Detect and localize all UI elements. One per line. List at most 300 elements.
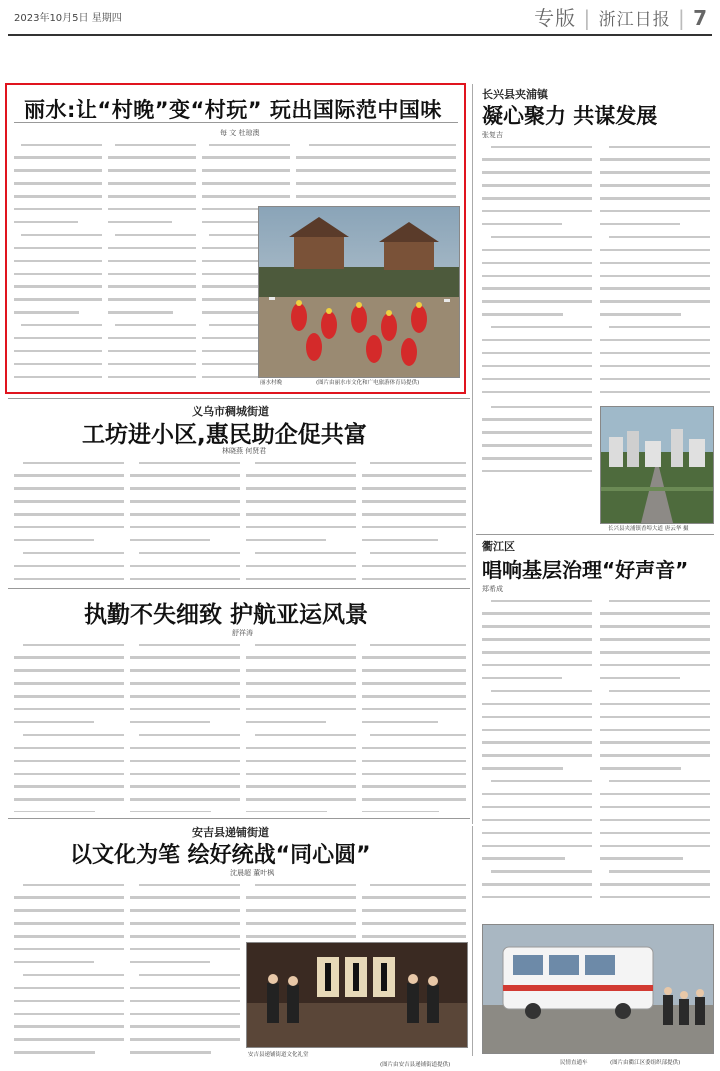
text-line (362, 695, 466, 704)
text-line (14, 578, 124, 582)
text-line (14, 195, 102, 204)
text-line (600, 171, 710, 180)
text-line (482, 780, 592, 789)
quzhou-top-rule (476, 534, 714, 535)
text-line (600, 896, 710, 905)
text-line (130, 747, 240, 756)
text-line (14, 773, 124, 782)
text-line (362, 462, 466, 471)
text-line (14, 708, 124, 717)
text-line (130, 708, 240, 717)
text-line (108, 376, 196, 385)
yiwu-kicker: 义乌市稠城街道 (192, 405, 269, 418)
main-text-col-2 (108, 140, 196, 388)
yiwu-col-2 (130, 458, 240, 582)
text-line (362, 708, 466, 717)
text-line (246, 708, 356, 717)
text-line (482, 431, 592, 440)
text-line (14, 285, 102, 294)
text-line (14, 565, 124, 574)
text-line (482, 378, 592, 387)
text-line (362, 935, 466, 940)
text-line (482, 352, 592, 361)
text-line (108, 324, 196, 333)
text-line (482, 703, 592, 712)
text-line (14, 513, 124, 522)
text-line (362, 474, 466, 483)
text-line (482, 326, 592, 335)
main-photo-caption-right: (图片由丽水市文化和广电旅游体育局提供) (316, 380, 420, 386)
text-line (108, 363, 196, 372)
text-line (108, 182, 196, 191)
text-line (130, 682, 240, 691)
text-line (108, 337, 196, 346)
yiwu-col-4 (362, 458, 466, 582)
text-line (362, 526, 466, 535)
text-line (14, 487, 124, 496)
text-line (14, 182, 102, 191)
text-line (482, 845, 592, 854)
text-line (14, 811, 124, 812)
text-line (362, 644, 466, 653)
changxing-kicker: 长兴县夹浦镇 (482, 88, 548, 101)
text-line (130, 695, 240, 704)
text-line (14, 987, 124, 996)
text-line (296, 156, 456, 165)
text-line (600, 184, 710, 193)
text-line (14, 948, 124, 957)
text-line (130, 539, 240, 548)
text-line (362, 656, 466, 665)
text-line (246, 669, 356, 678)
text-line (246, 884, 356, 893)
text-line (246, 734, 356, 743)
text-line (362, 721, 466, 730)
text-line (482, 741, 592, 750)
text-line (362, 513, 466, 522)
text-line (600, 819, 710, 828)
text-line (108, 273, 196, 282)
text-line (246, 644, 356, 653)
text-line (600, 287, 710, 296)
text-line (14, 363, 102, 372)
text-line (108, 285, 196, 294)
text-line (14, 1000, 124, 1009)
text-line (130, 798, 240, 807)
text-line (14, 539, 124, 548)
zhifa-col-1 (14, 640, 124, 812)
text-line (600, 262, 710, 271)
text-line (130, 811, 240, 812)
text-line (14, 721, 124, 730)
anji-photo-caption: 安吉县递铺街道文化礼堂 (248, 1052, 309, 1058)
text-line (362, 669, 466, 678)
text-line (14, 526, 124, 535)
text-line (600, 716, 710, 725)
text-line (482, 236, 592, 245)
text-line (600, 365, 710, 374)
text-line (130, 1038, 240, 1047)
text-line (482, 806, 592, 815)
quzhou-title: 唱响基层治理“好声音” (482, 558, 689, 582)
text-line (130, 734, 240, 743)
text-line (108, 247, 196, 256)
text-line (600, 223, 710, 232)
text-line (130, 578, 240, 582)
text-line (482, 754, 592, 763)
text-line (362, 565, 466, 574)
text-line (130, 896, 240, 905)
anji-col-1 (14, 880, 124, 1060)
anji-kicker: 安吉县递铺街道 (192, 826, 269, 839)
text-line (14, 500, 124, 509)
text-line (202, 169, 290, 178)
text-line (14, 1038, 124, 1047)
text-line (362, 785, 466, 794)
text-line (600, 845, 710, 854)
text-line (296, 195, 456, 204)
text-line (482, 158, 592, 167)
text-line (482, 638, 592, 647)
text-line (130, 669, 240, 678)
page-number: 7 (693, 6, 708, 30)
text-line (130, 785, 240, 794)
text-line (14, 734, 124, 743)
text-line (482, 287, 592, 296)
text-line (600, 236, 710, 245)
text-line (482, 262, 592, 271)
text-line (14, 169, 102, 178)
anji-col-3 (246, 880, 356, 940)
main-text-col-4 (296, 140, 456, 212)
text-line (246, 526, 356, 535)
text-line (130, 935, 240, 944)
text-line (600, 339, 710, 348)
text-line (130, 462, 240, 471)
issue-date: 2023年10月5日 星期四 (14, 13, 122, 24)
quzhou-col-2 (600, 596, 710, 908)
text-line (600, 741, 710, 750)
text-line (14, 644, 124, 653)
text-line (600, 651, 710, 660)
text-line (482, 184, 592, 193)
text-line (14, 474, 124, 483)
text-line (296, 182, 456, 191)
zhifa-title: 执勤不失细致 护航亚运风景 (84, 602, 369, 628)
text-line (482, 767, 592, 776)
text-line (482, 223, 592, 232)
text-line (130, 884, 240, 893)
text-line (14, 935, 124, 944)
text-line (246, 462, 356, 471)
text-line (482, 883, 592, 892)
text-line (600, 275, 710, 284)
text-line (246, 747, 356, 756)
text-line (600, 313, 710, 322)
text-line (130, 948, 240, 957)
text-line (130, 1051, 240, 1060)
text-line (600, 677, 710, 686)
anji-top-rule (8, 818, 470, 819)
main-article-byline: 每 文 杜琼澳 (220, 129, 260, 137)
text-line (130, 760, 240, 769)
main-text-col-1 (14, 140, 102, 388)
zhifa-byline: 舒祥涛 (232, 629, 253, 637)
text-line (482, 729, 592, 738)
text-line (600, 767, 710, 776)
text-line (14, 760, 124, 769)
text-line (14, 974, 124, 983)
text-line (108, 260, 196, 269)
text-line (246, 922, 356, 931)
text-line (246, 474, 356, 483)
text-line (14, 156, 102, 165)
text-line (14, 695, 124, 704)
text-line (362, 487, 466, 496)
text-line (14, 208, 102, 217)
text-line (362, 909, 466, 918)
anji-photo (246, 942, 468, 1048)
text-line (600, 625, 710, 634)
changxing-col-2 (600, 142, 710, 402)
text-line (246, 785, 356, 794)
text-line (108, 144, 196, 153)
text-line (246, 695, 356, 704)
changxing-photo (600, 406, 714, 524)
yiwu-title: 工坊进小区,惠民助企促共富 (82, 422, 367, 448)
text-line (14, 961, 124, 970)
text-line (108, 156, 196, 165)
text-line (482, 690, 592, 699)
text-line (362, 798, 466, 807)
text-line (14, 234, 102, 243)
text-line (600, 832, 710, 841)
text-line (14, 884, 124, 893)
page-masthead: 专版 | 浙江日报 | 7 (534, 6, 708, 30)
text-line (600, 249, 710, 258)
text-line (362, 884, 466, 893)
zhifa-col-3 (246, 640, 356, 812)
text-line (600, 729, 710, 738)
text-line (482, 896, 592, 905)
text-line (202, 144, 290, 153)
text-line (130, 1000, 240, 1009)
text-line (362, 578, 466, 582)
text-line (130, 1013, 240, 1022)
text-line (600, 300, 710, 309)
text-line (130, 644, 240, 653)
text-line (600, 883, 710, 892)
text-line (14, 669, 124, 678)
text-line (482, 664, 592, 673)
text-line (14, 922, 124, 931)
yiwu-col-3 (246, 458, 356, 582)
text-line (600, 378, 710, 387)
text-line (362, 760, 466, 769)
text-line (14, 1025, 124, 1034)
main-title-rule (14, 122, 458, 123)
text-line (246, 798, 356, 807)
text-line (482, 275, 592, 284)
text-line (14, 221, 102, 230)
text-line (130, 526, 240, 535)
anji-byline: 沈晨超 董叶枫 (230, 869, 275, 877)
paper-name: 浙江日报 (598, 10, 671, 30)
quzhou-col-1 (482, 596, 592, 908)
changxing-title: 凝心聚力 共谋发展 (482, 104, 658, 128)
text-line (130, 552, 240, 561)
text-line (246, 935, 356, 940)
main-photo (258, 206, 460, 378)
text-line (14, 1051, 124, 1060)
text-line (14, 311, 102, 320)
text-line (130, 974, 240, 983)
anji-col-4 (362, 880, 466, 940)
text-line (362, 539, 466, 548)
text-line (600, 352, 710, 361)
text-line (14, 896, 124, 905)
text-line (14, 247, 102, 256)
text-line (362, 922, 466, 931)
text-line (600, 638, 710, 647)
text-line (482, 406, 592, 415)
text-line (108, 298, 196, 307)
text-line (600, 391, 710, 400)
anji-col-2 (130, 880, 240, 1060)
text-line (600, 703, 710, 712)
text-line (130, 987, 240, 996)
minsu-photo (482, 924, 714, 1054)
text-line (14, 785, 124, 794)
text-line (362, 811, 466, 812)
text-line (246, 539, 356, 548)
text-line (246, 682, 356, 691)
text-line (600, 857, 710, 866)
text-line (482, 857, 592, 866)
main-article-title: 丽水:让“村晚”变“村玩” 玩出国际范中国味 (24, 98, 442, 122)
text-line (482, 365, 592, 374)
text-line (482, 625, 592, 634)
text-line (482, 457, 592, 466)
yiwu-col-1 (14, 458, 124, 582)
text-line (362, 734, 466, 743)
text-line (246, 578, 356, 582)
text-line (482, 339, 592, 348)
header-rule (8, 34, 712, 36)
column-separator (472, 84, 473, 824)
text-line (600, 612, 710, 621)
text-line (482, 470, 592, 472)
text-line (482, 651, 592, 660)
text-line (600, 754, 710, 763)
text-line (482, 612, 592, 621)
text-line (600, 158, 710, 167)
text-line (600, 780, 710, 789)
text-line (246, 656, 356, 665)
text-line (14, 376, 102, 385)
zhifa-col-4 (362, 640, 466, 812)
text-line (482, 197, 592, 206)
text-line (130, 487, 240, 496)
text-line (246, 487, 356, 496)
quzhou-kicker: 衢江区 (482, 540, 515, 553)
text-line (14, 747, 124, 756)
text-line (600, 210, 710, 219)
yiwu-top-rule (8, 398, 470, 399)
text-line (362, 896, 466, 905)
yiwu-byline: 林晓燕 何贤君 (222, 447, 267, 455)
text-line (600, 793, 710, 802)
text-line (482, 870, 592, 879)
quzhou-byline: 郑希成 (482, 585, 503, 593)
text-line (246, 721, 356, 730)
text-line (246, 811, 356, 812)
text-line (246, 773, 356, 782)
anji-photo-caption-2: (图片由安吉县递铺街道提供) (380, 1062, 451, 1068)
text-line (246, 760, 356, 769)
text-line (202, 182, 290, 191)
anji-title: 以文化为笔 绘好统战“同心圆” (70, 843, 371, 868)
main-photo-caption-left: 丽水村晚 (260, 380, 283, 386)
text-line (600, 870, 710, 879)
text-line (130, 513, 240, 522)
text-line (482, 793, 592, 802)
text-line (14, 909, 124, 918)
changxing-photo-caption: 长兴县夹浦镇香埠大道 唐云华 摄 (608, 526, 689, 532)
text-line (362, 747, 466, 756)
text-line (600, 326, 710, 335)
text-line (482, 418, 592, 427)
column-separator-2 (472, 826, 473, 1056)
text-line (296, 169, 456, 178)
text-line (482, 832, 592, 841)
changxing-col-3 (482, 402, 592, 472)
text-line (482, 313, 592, 322)
text-line (296, 144, 456, 153)
text-line (14, 1013, 124, 1022)
column-name: 专版 (534, 6, 577, 30)
text-line (362, 773, 466, 782)
text-line (600, 197, 710, 206)
zhifa-col-2 (130, 640, 240, 812)
text-line (482, 210, 592, 219)
text-line (14, 144, 102, 153)
minsu-photo-caption: 民情直通车 (560, 1060, 588, 1066)
text-line (130, 773, 240, 782)
text-line (130, 565, 240, 574)
text-line (130, 909, 240, 918)
text-line (130, 656, 240, 665)
text-line (14, 682, 124, 691)
text-line (130, 474, 240, 483)
zhifa-top-rule (8, 588, 470, 589)
text-line (482, 391, 592, 400)
text-line (482, 716, 592, 725)
text-line (482, 146, 592, 155)
text-line (482, 171, 592, 180)
text-line (108, 350, 196, 359)
text-line (130, 1025, 240, 1034)
text-line (130, 721, 240, 730)
text-line (14, 798, 124, 807)
text-line (130, 922, 240, 931)
changxing-col-1 (482, 142, 592, 402)
text-line (482, 444, 592, 453)
text-line (600, 664, 710, 673)
text-line (482, 249, 592, 258)
text-line (600, 806, 710, 815)
text-line (482, 677, 592, 686)
